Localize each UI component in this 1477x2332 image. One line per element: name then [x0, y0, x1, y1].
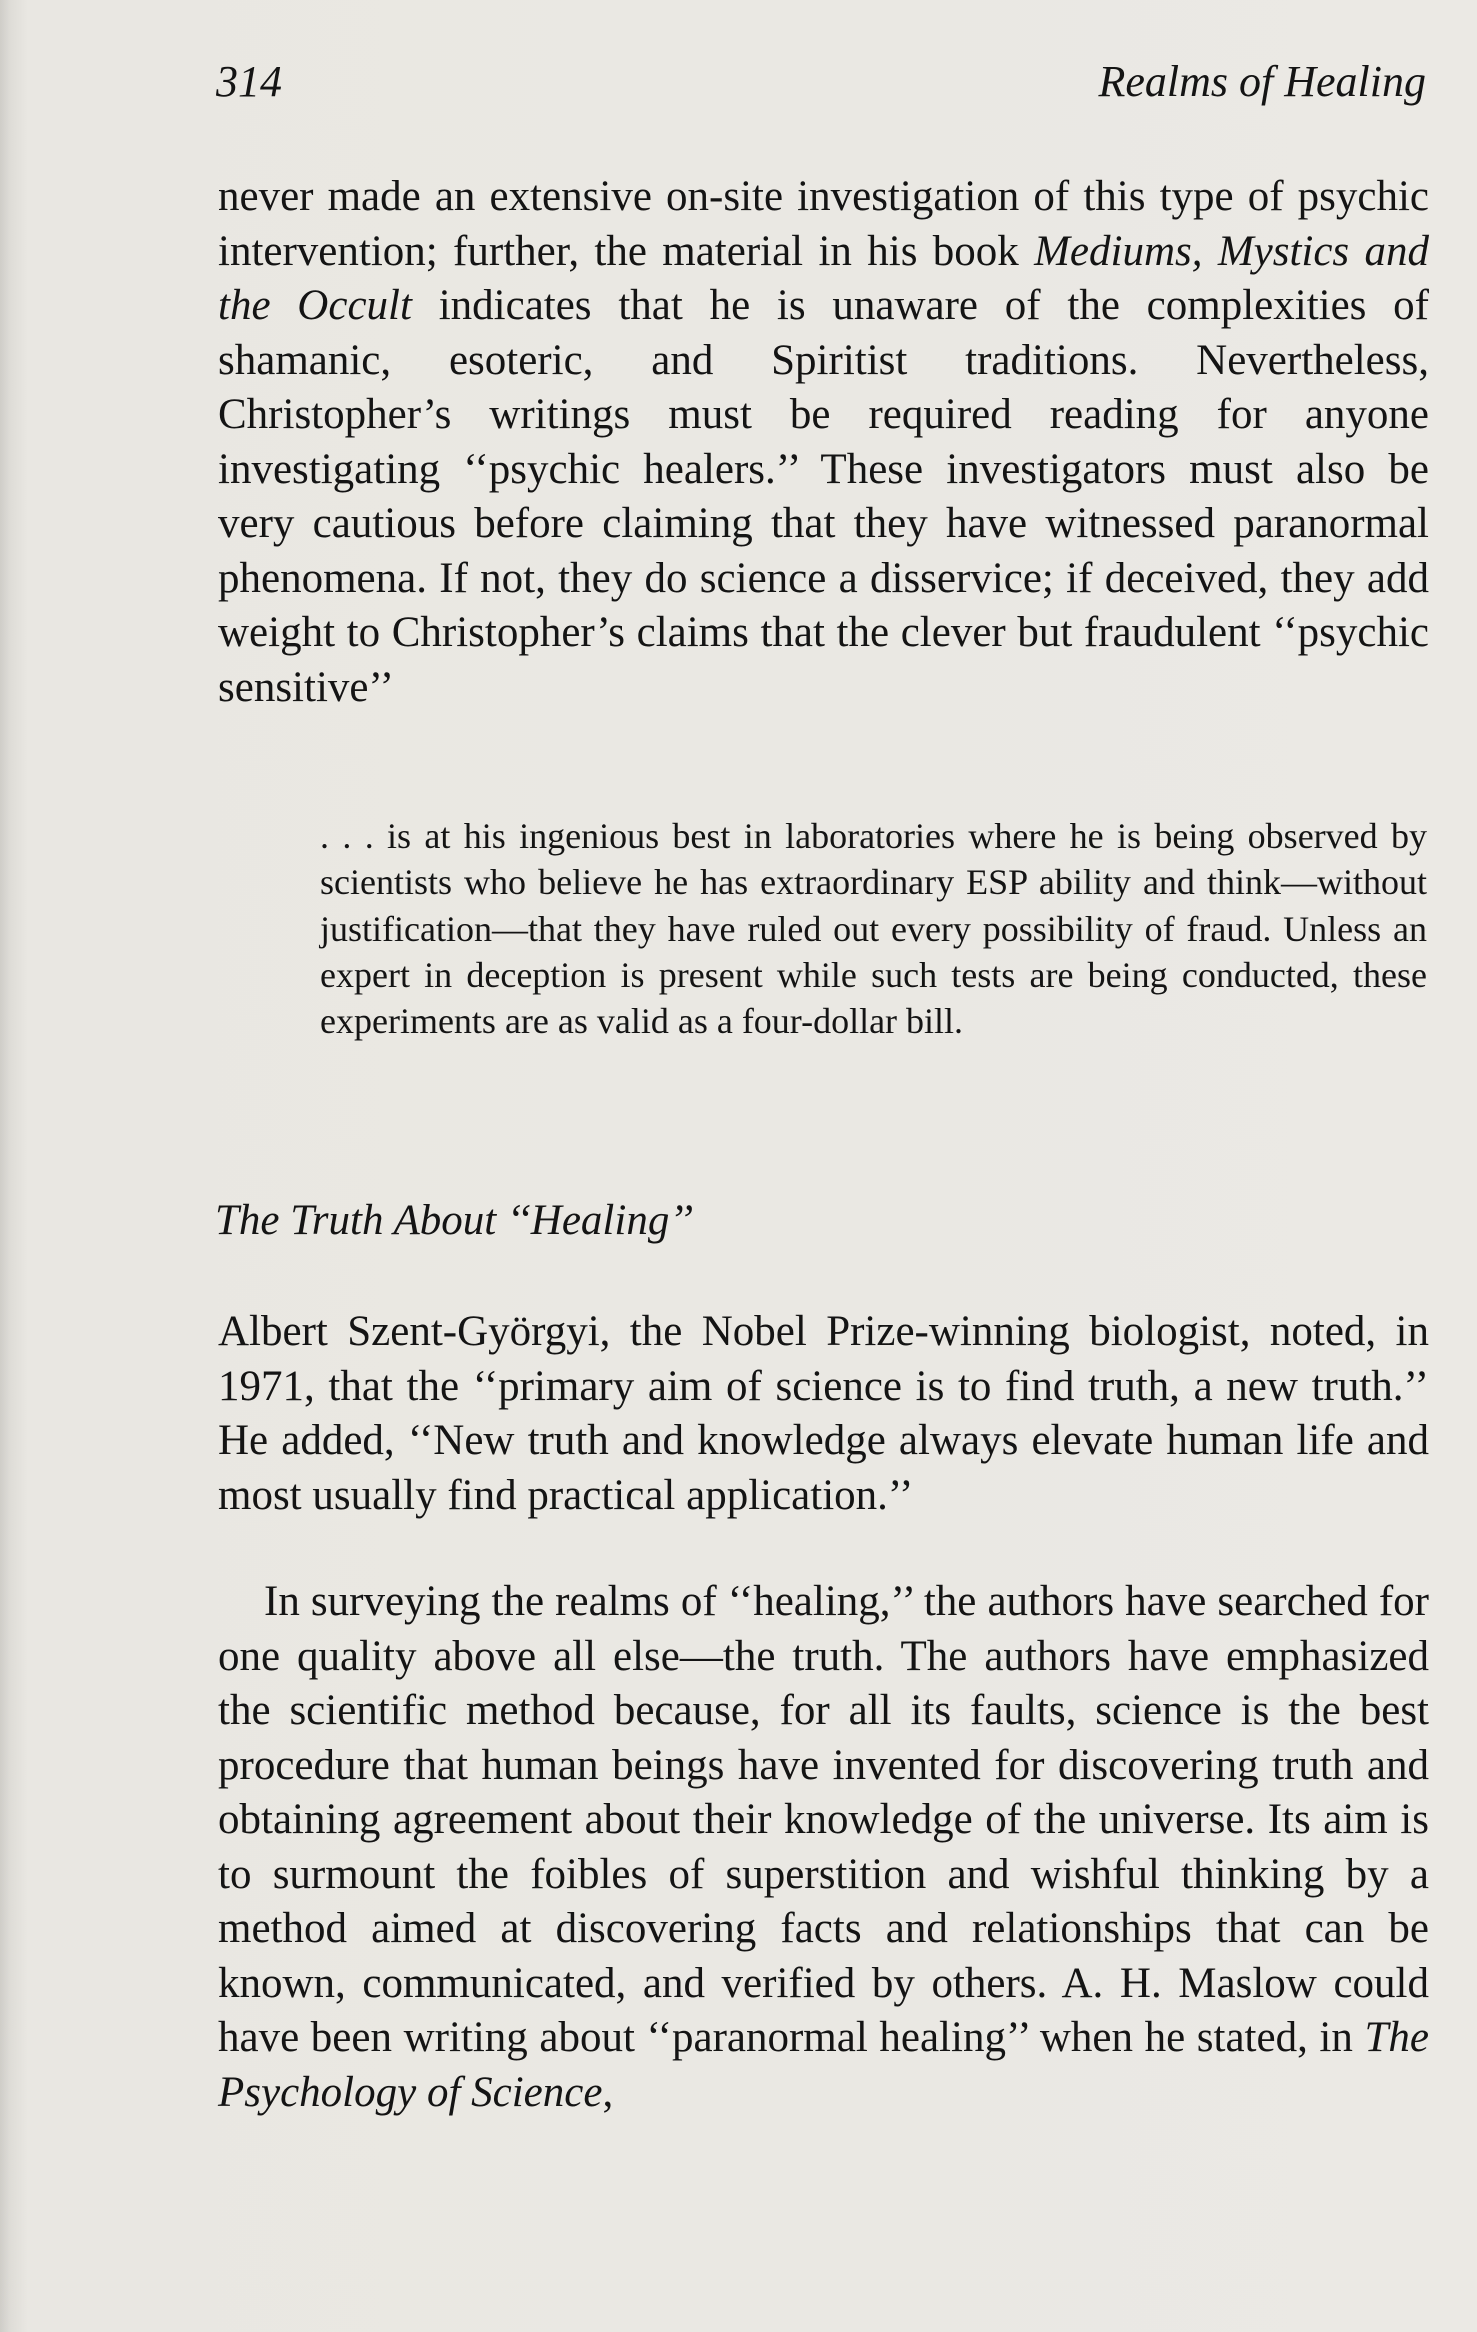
paragraph-text: never made an extensive on-site investigation of this type of psychic intervention; further, the material in his book	[218, 173, 1429, 275]
paragraph-text: ,	[602, 2068, 614, 2116]
paragraph-text: indicates that he is unaware of the complexities of shamanic, esoteric, and Spiritist traditions. Nevertheless, Christopher’s writings must be required reading for anyone investigating ‘‘psychic healers.’’ These investigators must also be very cautious before claiming that they have witnessed paranormal phenomena. If not, they do science a disservice; if deceived, they add weight to Christopher’s claims that the clever but fraudulent ‘‘psychic sensitive’’	[218, 282, 1429, 711]
book-title: Mediums, Mystics and the Occult	[218, 227, 1429, 329]
paragraph-text: In surveying the realms of ‘‘healing,’’ the authors have searched for one quality above all else—the truth. The authors have emphasized the scientific method because, for all its faults, science is the best procedure that human beings have invented for discovering truth and obtaining agreement about their knowledge of the universe. Its aim is to surmount the foibles of superstition and wishful thinking by a method aimed at discovering facts and relationships that can be known, communicated, and verified by others. A. H. Maslow could have been writing about ‘‘paranormal healing’’ when he stated, in	[218, 1578, 1429, 2061]
block-quote: . . . is at his ingenious best in laboratories where he is being observed by scientists who believe he has extraordinary ESP ability and think—without justification—that they have ruled out every possibility of fraud. Unless an expert in deception is present while such tests are being conducted, these experiments are as valid as a four-dollar bill.	[320, 816, 1427, 1042]
running-head	[216, 52, 1426, 112]
paragraph-surveying	[218, 1575, 1429, 2120]
book-title: The Psychology of Science	[218, 2014, 1429, 2116]
paragraph-continuation	[218, 170, 1429, 715]
page-number: 314	[216, 57, 282, 106]
section-heading: The Truth About ‘‘Healing’’	[215, 1197, 694, 1244]
chapter-title: Realms of Healing	[1098, 57, 1426, 106]
paragraph-szent-gyorgyi: Albert Szent-Györgyi, the Nobel Prize-winning biologist, noted, in 1971, that the ‘‘primary aim of science is to find truth, a new truth.’’ He added, ‘‘New truth and knowledge always elevate human life and most usually find practical application.’’	[218, 1308, 1429, 1519]
